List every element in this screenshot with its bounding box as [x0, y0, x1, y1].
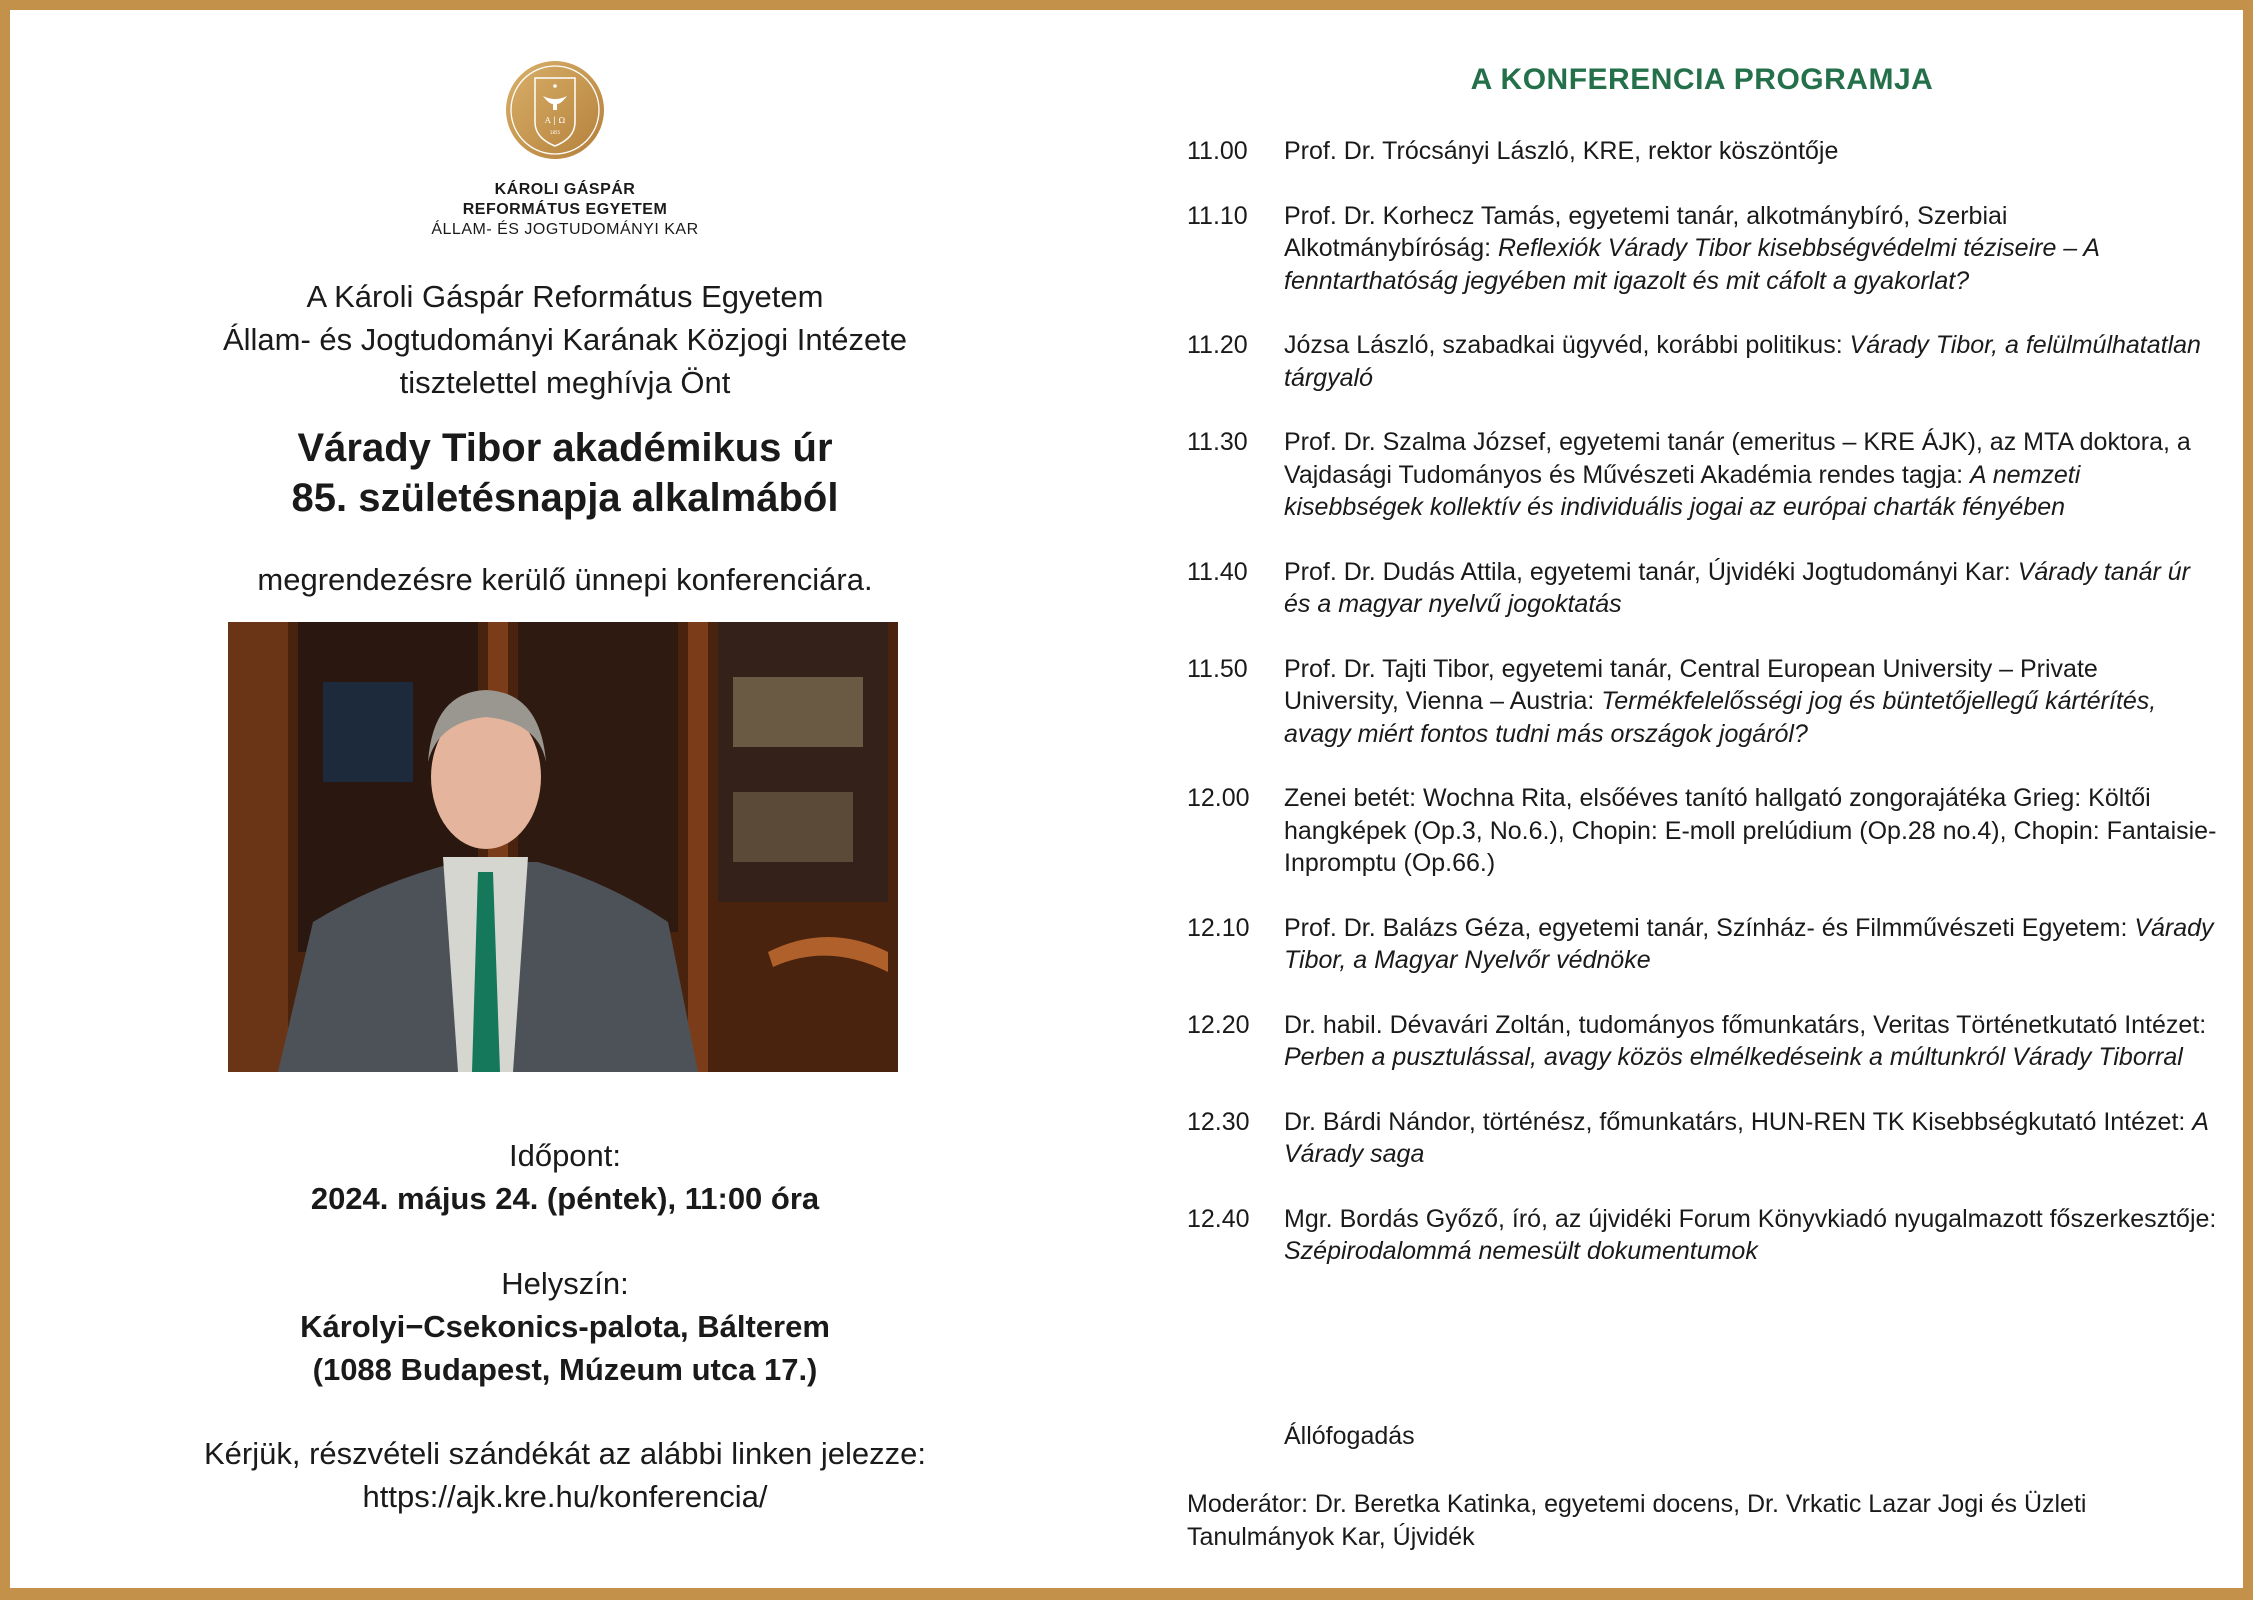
registration-block — [10, 1432, 1120, 1518]
program-talk-title: Várady Tibor, a Magyar Nyelvőr védnöke — [1284, 913, 2214, 974]
program-entry — [1284, 653, 2217, 751]
program-talk-title: Várady tanár úr és a magyar nyelvű jogoktatás — [1284, 557, 2191, 618]
program-entry — [1284, 1009, 2217, 1074]
program-entry — [1284, 426, 2217, 524]
program-speaker: Prof. Dr. Tajti Tibor, egyetemi tanár, Central European University – Private University, Vienna – Austria: — [1284, 654, 2098, 715]
program-row — [1187, 556, 2217, 621]
event-title — [10, 423, 1120, 523]
program-time: 12.00 — [1187, 784, 1250, 812]
program-row — [1187, 200, 2217, 298]
invitation-intro — [10, 275, 1120, 404]
event-title-line1: Várady Tibor akadémikus úr — [297, 426, 833, 470]
program-time: 11.40 — [1187, 557, 1248, 586]
program-time: 11.10 — [1187, 201, 1248, 230]
program-entry — [1284, 782, 2217, 880]
program-speaker: Mgr. Bordás Győző, író, az újvidéki Forum Könyvkiadó nyugalmazott főszerkesztője: — [1284, 1204, 2217, 1233]
university-name-line2: REFORMÁTUS EGYETEM — [462, 201, 668, 218]
crest-glyphs: Α | Ω — [544, 116, 566, 125]
invitation-page — [10, 10, 2243, 1588]
university-name — [10, 180, 1120, 240]
program-time: 11.20 — [1187, 331, 1248, 359]
program-time: 11.50 — [1187, 654, 1248, 683]
program-talk-title: Várady Tibor, a felülmúlhatatlan tárgyaló — [1284, 331, 2201, 392]
crest-year: 1855 — [549, 130, 561, 135]
program-row — [1187, 1106, 2217, 1171]
event-venue-block — [10, 1262, 1120, 1391]
event-title-line2: 85. születésnapja alkalmából — [291, 476, 839, 520]
program-entry — [1284, 556, 2217, 621]
program-time: 11.30 — [1187, 428, 1248, 456]
intro-line3: tisztelettel meghívja Önt — [399, 365, 731, 400]
program-speaker: Prof. Dr. Korhecz Tamás, egyetemi tanár, alkotmánybíró, Szerbiai Alkotmánybíróság: — [1284, 201, 2008, 262]
program-speaker: Zenei betét: Wochna Rita, elsőéves tanító hallgató zongorajátéka Grieg: Költői hangképek (Op.3, No.6.), Chopin: E-moll prelúdium (Op.28 no.4), Chopin: Fantaisie-Inpromptu (Op.66.) — [1284, 784, 2217, 877]
program-speaker: Prof. Dr. Trócsányi László, KRE, rektor köszöntője — [1284, 137, 1839, 165]
university-name-line1: KÁROLI GÁSPÁR — [494, 181, 636, 198]
program-title: A KONFERENCIA PROGRAMJA — [1470, 63, 1934, 96]
program-row — [1187, 135, 2217, 168]
program-time: 12.20 — [1187, 1010, 1250, 1039]
reception-item: Állófogadás — [1284, 1422, 1415, 1450]
program-speaker: Dr. habil. Dévavári Zoltán, tudományos főmunkatárs, Veritas Történetkutató Intézet: — [1284, 1010, 2207, 1039]
honoree-photo — [228, 622, 898, 1072]
invitation-left-column — [10, 10, 1120, 1588]
date-value: 2024. május 24. (péntek), 11:00 óra — [310, 1181, 820, 1216]
program-talk-title: A Várady saga — [1284, 1107, 2209, 1168]
event-subtitle: megrendezésre kerülő ünnepi konferenciára. — [257, 562, 873, 597]
program-column — [1187, 10, 2217, 1588]
venue-name: Károlyi−Csekonics-palota, Bálterem — [300, 1309, 830, 1344]
registration-link[interactable]: https://ajk.kre.hu/konferencia/ — [362, 1479, 768, 1514]
venue-label: Helyszín: — [501, 1266, 629, 1301]
date-label: Időpont: — [508, 1138, 622, 1173]
program-row — [1187, 653, 2217, 751]
intro-line2: Állam- és Jogtudományi Karának Közjogi Intézete — [222, 322, 908, 357]
program-entry — [1284, 200, 2217, 298]
program-list — [1187, 135, 2217, 1300]
program-time: 12.40 — [1187, 1204, 1250, 1233]
program-talk-title: Perben a pusztulással, avagy közös elmélkedéseink a múltunkról Várady Tiborral — [1284, 1043, 2183, 1071]
university-crest-icon — [505, 60, 605, 160]
program-time: 12.30 — [1187, 1107, 1250, 1136]
program-speaker: Dr. Bárdi Nándor, történész, főmunkatárs, HUN-REN TK Kisebbségkutató Intézet: — [1284, 1107, 2193, 1136]
moderator-note: Moderátor: Dr. Beretka Katinka, egyetemi docens, Dr. Vrkatic Lazar Jogi és Üzleti Tanulmányok Kar, Újvidék — [1187, 1490, 2087, 1551]
program-speaker: Prof. Dr. Dudás Attila, egyetemi tanár, Újvidéki Jogtudományi Kar: — [1284, 557, 2018, 586]
program-talk-title: Szépirodalommá nemesült dokumentumok — [1284, 1237, 1758, 1265]
program-talk-title: Termékfelelősségi jog és büntetőjellegű kártérítés, avagy miért fontos tudni más országok jogáról? — [1284, 687, 2157, 748]
registration-text: Kérjük, részvételi szándékát az alábbi linken jelezze: — [204, 1436, 926, 1471]
faculty-name: ÁLLAM- ÉS JOGTUDOMÁNYI KAR — [431, 221, 699, 238]
program-entry — [1284, 912, 2217, 977]
program-entry — [1284, 135, 2217, 168]
program-time: 12.10 — [1187, 913, 1250, 942]
program-entry — [1284, 329, 2217, 394]
program-speaker: Prof. Dr. Balázs Géza, egyetemi tanár, Színház- és Filmművészeti Egyetem: — [1284, 913, 2135, 942]
program-entry — [1284, 1203, 2217, 1268]
program-row — [1187, 329, 2217, 394]
program-row — [1187, 912, 2217, 977]
program-speaker: Prof. Dr. Szalma József, egyetemi tanár (emeritus – KRE ÁJK), az MTA doktora, a Vajdasági Tudományos és Művészeti Akadémia rendes tagja: — [1284, 428, 2191, 489]
program-row — [1187, 1203, 2217, 1268]
portrait-illustration — [228, 622, 898, 1072]
intro-line1: A Károli Gáspár Református Egyetem — [306, 279, 824, 314]
venue-address: (1088 Budapest, Múzeum utca 17.) — [312, 1352, 818, 1387]
program-row — [1187, 1009, 2217, 1074]
program-speaker: Józsa László, szabadkai ügyvéd, korábbi politikus: — [1284, 331, 1850, 359]
event-date-block — [10, 1134, 1120, 1220]
program-talk-title: A nemzeti kisebbségek kollektív és individuális jogai az európai charták fényében — [1284, 460, 2081, 521]
program-talk-title: Reflexiók Várady Tibor kisebbségvédelmi téziseire – A fenntarthatóság jegyében mit igazolt és mit cáfolt a gyakorlat? — [1284, 234, 2099, 295]
program-time: 11.00 — [1187, 137, 1248, 165]
program-row — [1187, 782, 2217, 880]
program-entry — [1284, 1106, 2217, 1171]
program-row — [1187, 426, 2217, 524]
